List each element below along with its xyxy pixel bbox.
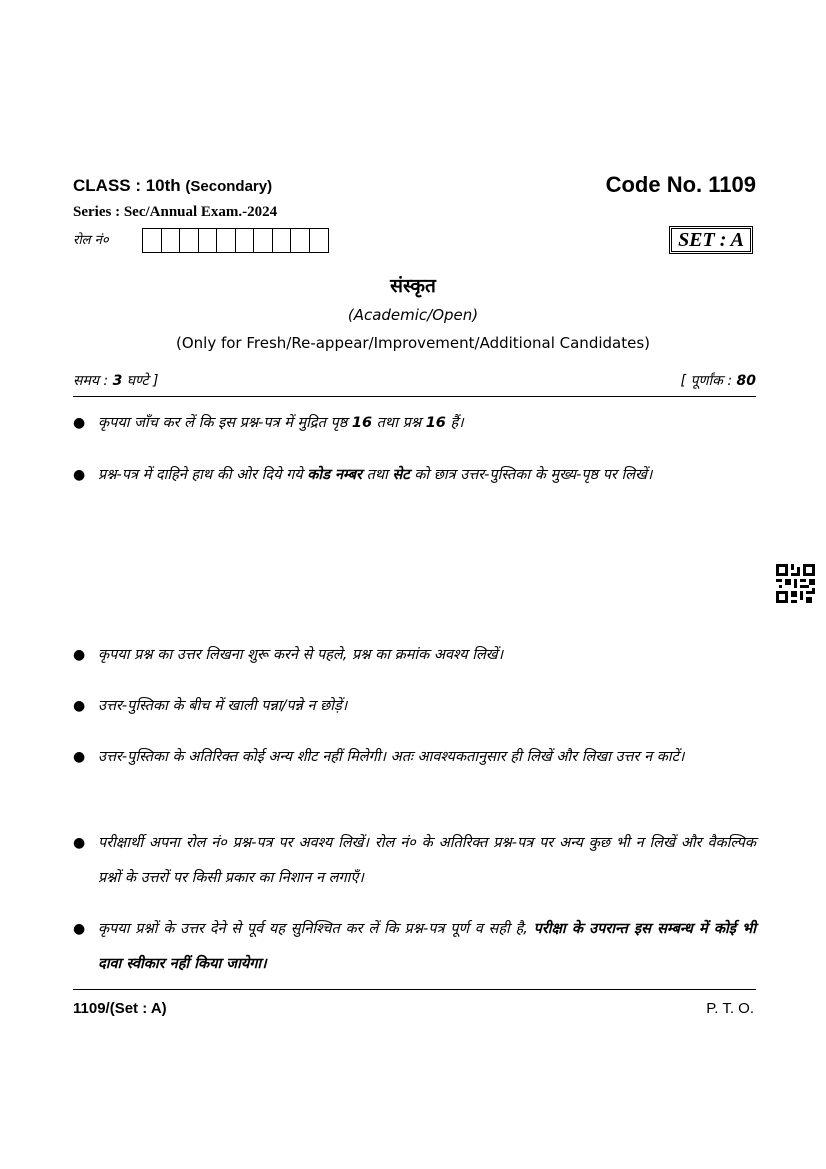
instruction-item <box>73 458 756 493</box>
set-badge <box>669 226 753 254</box>
qr-code-icon <box>776 564 815 603</box>
roll-box[interactable] <box>199 229 218 252</box>
instruction-text: कृपया जाँच कर लें कि इस प्रश्न-पत्र में मुद्रित पृष्ठ 16 तथा प्रश्न 16 हैं। <box>98 415 464 431</box>
candidates-subtitle: (Only for Fresh/Re-appear/Improvement/Additional Candidates) <box>176 334 650 352</box>
roll-box[interactable] <box>310 229 329 252</box>
instruction-item <box>73 638 756 673</box>
bullet-icon: ● <box>73 467 86 483</box>
instruction-text: परीक्षार्थी अपना रोल नं० प्रश्न-पत्र पर अवश्य लिखें। रोल नं० के अतिरिक्त प्रश्न-पत्र पर अन्य कुछ भी न लिखें और वैकल्पिक प्रश्नों के उत्तरों पर किसी प्रकार का निशान न लगाएँ। <box>98 835 756 886</box>
bullet-icon: ● <box>73 647 86 663</box>
bullet-icon: ● <box>73 415 86 431</box>
instruction-item <box>73 826 756 896</box>
class-label: CLASS : 10th <box>73 176 181 195</box>
series-line: Series : Sec/Annual Exam.-2024 <box>73 204 278 220</box>
instruction-text: कृपया प्रश्न का उत्तर लिखना शुरू करने से पहले, प्रश्न का क्रमांक अवश्य लिखें। <box>98 647 504 663</box>
class-sub: (Secondary) <box>185 178 273 195</box>
roll-box[interactable] <box>254 229 273 252</box>
instruction-text: उत्तर-पुस्तिका के अतिरिक्त कोई अन्य शीट नहीं मिलेगी। अतः आवश्यकतानुसार ही लिखें और लिखा उत्तर न काटें। <box>98 749 685 765</box>
instruction-item <box>73 689 756 724</box>
roll-number-label: रोल नं० <box>73 233 109 248</box>
instruction-item <box>73 912 756 982</box>
roll-box[interactable] <box>217 229 236 252</box>
roll-box[interactable] <box>291 229 310 252</box>
marks-label: [ पूर्णांक : <box>680 373 733 389</box>
instruction-text: प्रश्न-पत्र में दाहिने हाथ की ओर दिये गये कोड नम्बर तथा सेट को छात्र उत्तर-पुस्तिका के मुख्य-पृष्ठ पर लिखें। <box>98 467 653 483</box>
instruction-text: कृपया प्रश्नों के उत्तर देने से पूर्व यह सुनिश्चित कर लें कि प्रश्न-पत्र पूर्ण व सही है, परीक्षा के उपरान्त इस सम्बन्ध में कोई भी दावा स्वीकार नहीं किया जायेगा। <box>98 921 756 972</box>
roll-box[interactable] <box>236 229 255 252</box>
roll-box[interactable] <box>143 229 162 252</box>
roll-box[interactable] <box>273 229 292 252</box>
instruction-text: उत्तर-पुस्तिका के बीच में खाली पन्ना/पन्ने न छोड़ें। <box>98 698 348 714</box>
time-info <box>73 371 159 390</box>
footer-code: 1109/(Set : A) <box>73 1000 167 1017</box>
bullet-icon: ● <box>73 749 86 765</box>
roll-box[interactable] <box>162 229 181 252</box>
mode-subtitle: (Academic/Open) <box>347 306 479 324</box>
instruction-item <box>73 406 756 441</box>
time-unit: घण्टे ] <box>126 373 159 389</box>
instruction-item <box>73 740 756 775</box>
roll-number-boxes[interactable] <box>142 228 329 253</box>
time-label: समय : <box>73 373 109 389</box>
page-turn-label: P. T. O. <box>706 1000 754 1017</box>
marks-info <box>681 371 756 390</box>
roll-box[interactable] <box>180 229 199 252</box>
bullet-icon: ● <box>73 698 86 714</box>
footer-divider <box>73 989 756 990</box>
marks-value: 80 <box>736 373 756 389</box>
header-divider <box>73 396 756 397</box>
subject-title: संस्कृत <box>390 275 436 297</box>
set-label: SET : A <box>671 228 751 252</box>
code-number: Code No. 1109 <box>605 172 756 197</box>
time-value: 3 <box>112 373 123 389</box>
bullet-icon: ● <box>73 921 86 937</box>
bullet-icon: ● <box>73 835 86 851</box>
class-line <box>73 176 272 196</box>
